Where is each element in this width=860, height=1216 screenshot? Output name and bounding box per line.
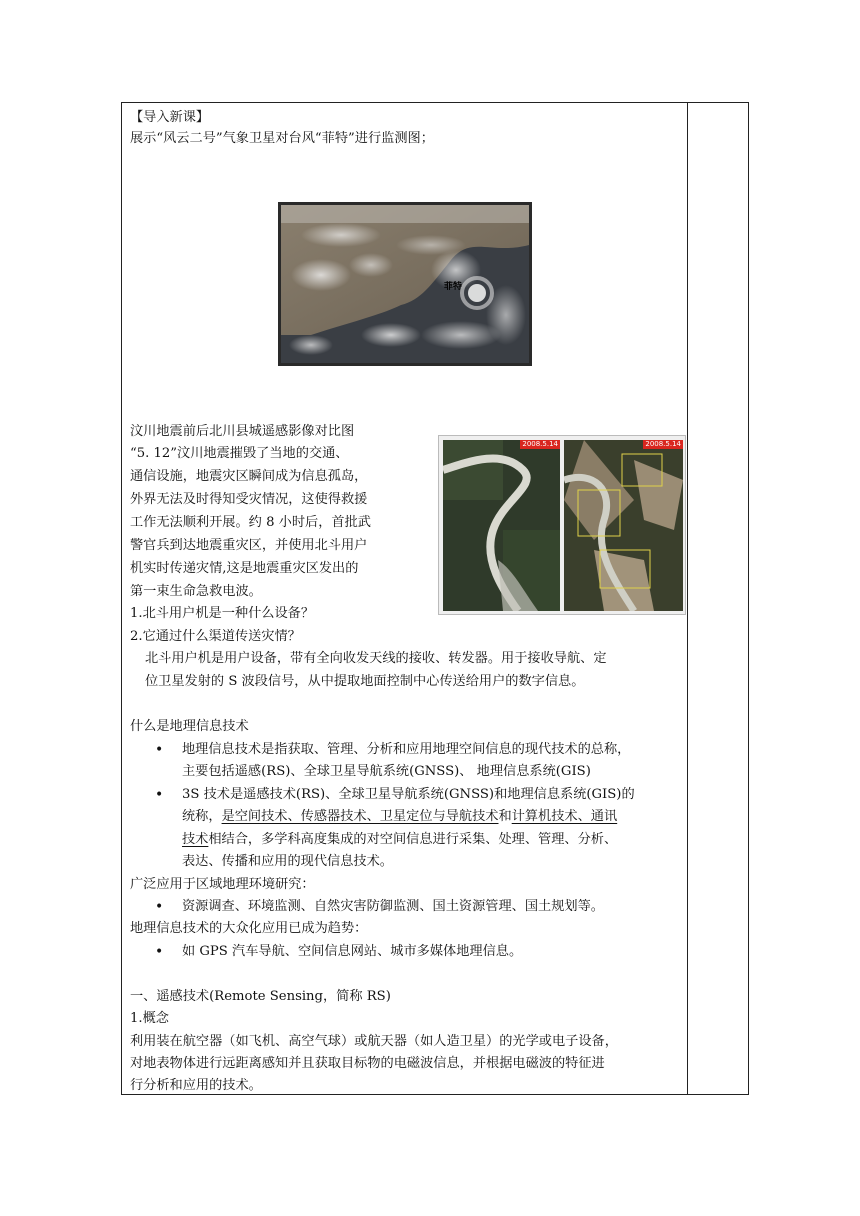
- gis-bullet2-line: [182, 806, 617, 828]
- regional-heading: 广泛应用于区域地理环境研究：: [130, 877, 315, 892]
- quake-paragraph-line: 警官兵到达地震重灾区，并使用北斗用户: [130, 538, 368, 553]
- typhoon-label: 菲特: [444, 282, 463, 292]
- quake-after-image: [564, 440, 683, 611]
- question-2: 2.它通过什么渠道传送灾情？: [130, 629, 301, 644]
- section-heading: 【导入新课】: [130, 110, 210, 125]
- gis-bullet2-text: 相结合，多学科高度集成的对空间信息进行采集、处理、管理、分析、: [208, 832, 618, 847]
- after-date-tag: 2008.5.14: [645, 440, 681, 448]
- regional-bullet: 资源调查、环境监测、自然灾害防御监测、国土资源管理、国土规划等。: [182, 899, 604, 914]
- quake-after-art: [564, 440, 683, 611]
- quake-paragraph-line: 通信设施，地震灾区瞬间成为信息孤岛，: [130, 469, 368, 484]
- concept-heading: 1.概念: [130, 1011, 169, 1026]
- gis-bullet1-line: 地理信息技术是指获取、管理、分析和应用地理空间信息的现代技术的总称，: [182, 742, 631, 757]
- gis-bullet1-line: 主要包括遥感(RS)、全球卫星导航系统(GNSS)、 地理信息系统(GIS): [182, 764, 591, 779]
- concept-text-line: 对地表物体进行远距离感知并且获取目标物的电磁波信息，并根据电磁波的特征进: [130, 1056, 605, 1071]
- gis-bullet2-underlined: 是空间技术、传感器技术、卫星定位与导航技术: [221, 809, 499, 824]
- intro-line: 展示“风云二号”气象卫星对台风“菲特”进行监测图；: [130, 131, 434, 146]
- gis-bullet2-line: [182, 829, 617, 851]
- table-column-divider: [687, 102, 688, 1095]
- quake-paragraph-line: 机实时传递灾情,这是地震重灾区发出的: [130, 561, 359, 576]
- quake-paragraph-line: 外界无法及时得知受灾情况，这使得救援: [130, 492, 368, 507]
- quake-before-art: [443, 440, 560, 611]
- gis-bullet2-text: 统称，: [182, 809, 222, 824]
- rs-heading: 一、遥感技术(Remote Sensing，简称 RS): [130, 989, 391, 1004]
- quake-comparison-image: [438, 435, 686, 615]
- quake-paragraph-line: 第一束生命急救电波。: [130, 584, 262, 599]
- before-date-tag: 2008.5.14: [522, 440, 558, 448]
- quake-image-caption: 汶川地震前后北川县城遥感影像对比图: [130, 424, 355, 439]
- quake-before-image: [443, 440, 560, 611]
- gis-bullet2-underlined: 计算机技术、通讯: [511, 809, 618, 824]
- gis-bullet2-text: 和: [498, 809, 512, 824]
- quake-paragraph-line: 工作无法顺利开展。约 8 小时后，首批武: [130, 515, 371, 530]
- gis-bullet2-underlined: 技术: [182, 832, 209, 847]
- answer-line: 位卫星发射的 S 波段信号，从中提取地面控制中心传送给用户的数字信息。: [145, 674, 585, 689]
- typhoon-satellite-image: [278, 202, 532, 366]
- typhoon-satellite-art: [281, 205, 529, 363]
- gis-heading: 什么是地理信息技术: [130, 719, 249, 734]
- bullet-marker: •: [155, 742, 164, 758]
- bullet-marker: •: [155, 899, 164, 915]
- gis-bullet2-line: 3S 技术是遥感技术(RS)、全球卫星导航系统(GNSS)和地理信息系统(GIS)的: [182, 787, 635, 802]
- concept-text-line: 行分析和应用的技术。: [130, 1078, 262, 1093]
- answer-line: 北斗用户机是用户设备，带有全向收发天线的接收、转发器。用于接收导航、定: [145, 651, 607, 666]
- quake-paragraph-line: “5. 12”汶川地震摧毁了当地的交通、: [130, 446, 349, 461]
- bullet-marker: •: [155, 944, 164, 960]
- question-1: 1.北斗用户机是一种什么设备？: [130, 606, 315, 621]
- popular-bullet: 如 GPS 汽车导航、空间信息网站、城市多媒体地理信息。: [182, 944, 523, 959]
- bullet-marker: •: [155, 787, 164, 803]
- concept-text-line: 利用装在航空器（如飞机、高空气球）或航天器（如人造卫星）的光学或电子设备，: [130, 1034, 618, 1049]
- popular-heading: 地理信息技术的大众化应用已成为趋势：: [130, 921, 368, 936]
- gis-bullet2-line: 表达、传播和应用的现代信息技术。: [182, 854, 393, 869]
